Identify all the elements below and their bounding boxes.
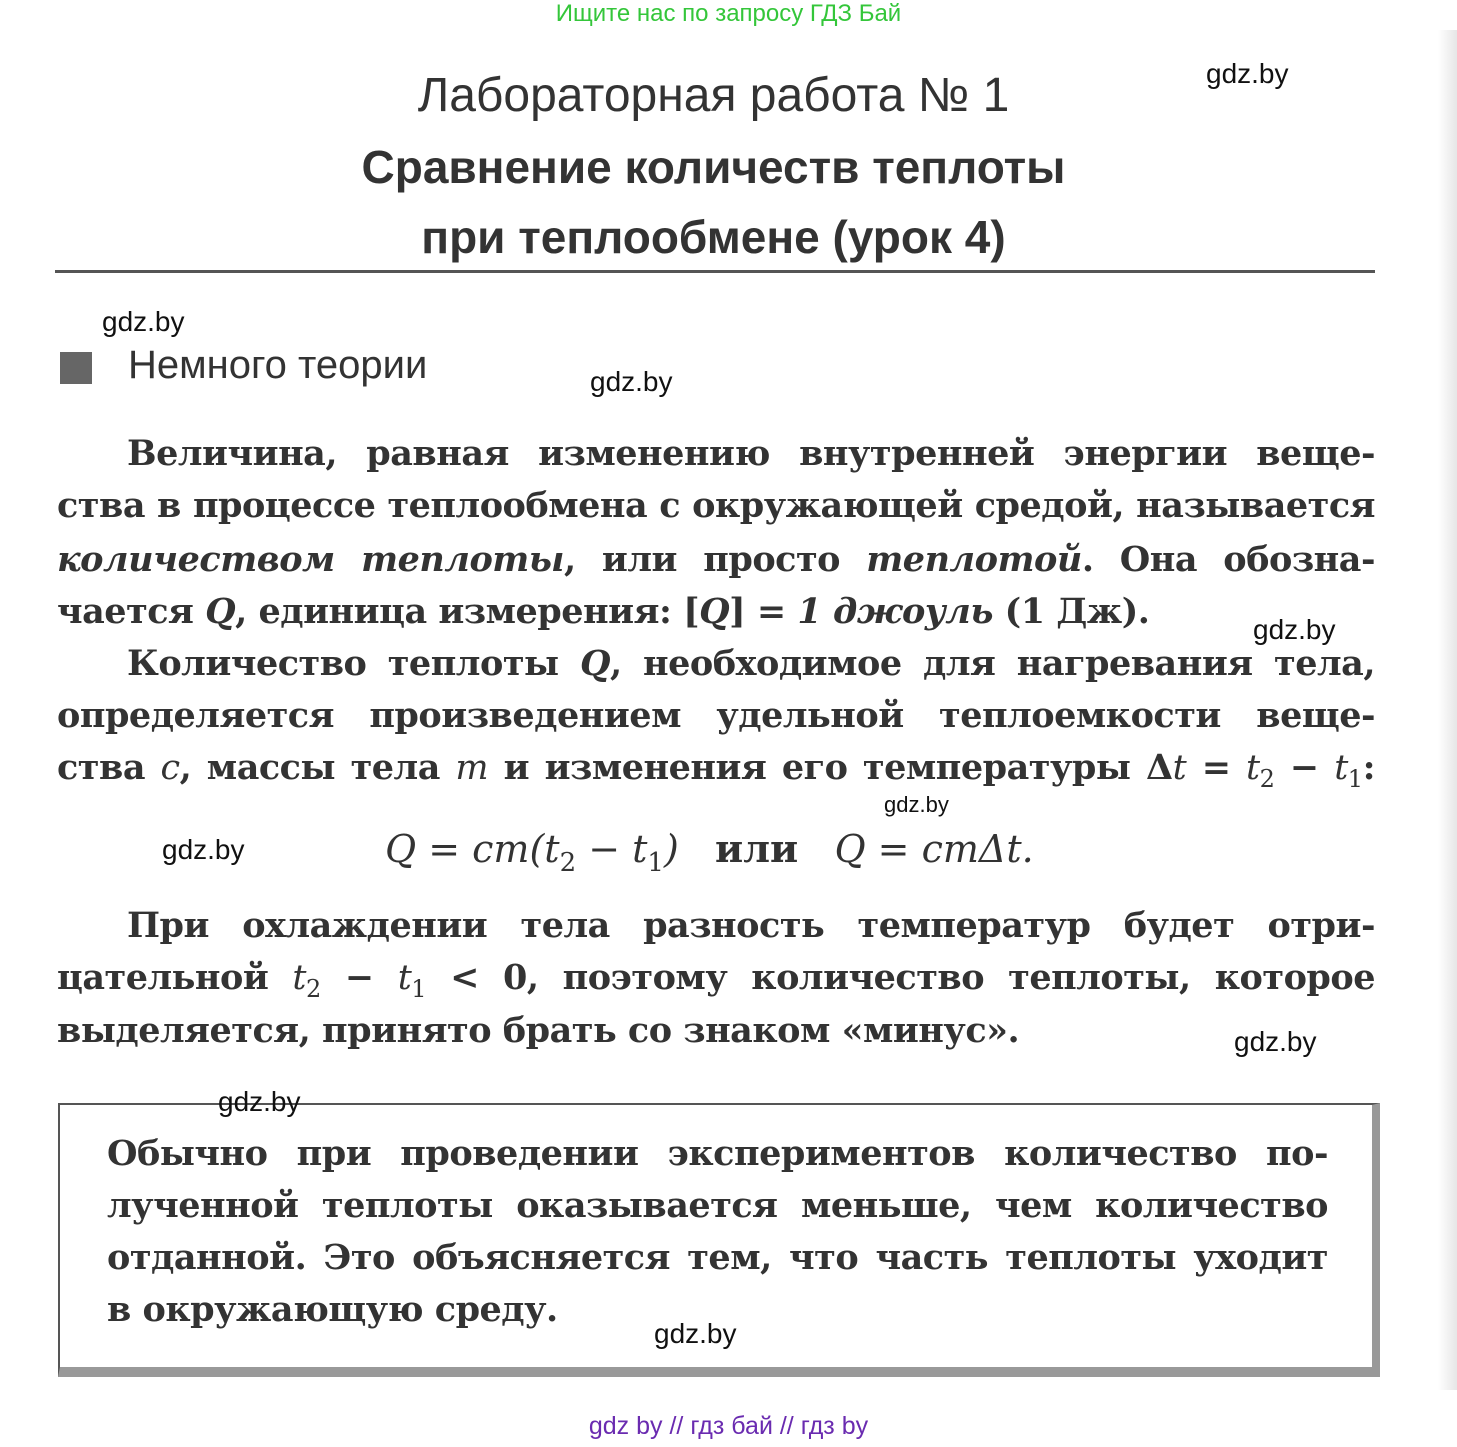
bottom-banner: gdz by // гдз бай // гдз by <box>588 1412 869 1440</box>
text-segment: c <box>160 748 180 788</box>
text-segment: t <box>1246 748 1260 788</box>
text-segment: , единица измерения: [ <box>235 591 700 632</box>
text-segment: t <box>1172 748 1187 788</box>
formula-subscript: 2 <box>559 848 577 878</box>
text-segment: : <box>1362 747 1375 788</box>
emphasized-term: 1 джоуль <box>797 591 993 632</box>
watermark: gdz.by <box>590 366 673 397</box>
text-line <box>57 695 1375 736</box>
text-line <box>57 485 1375 526</box>
text-line <box>57 1010 1375 1051</box>
text-segment: m <box>455 748 489 788</box>
text-segment: 2 <box>305 975 321 1003</box>
watermark: gdz.by <box>654 1318 737 1349</box>
text-segment: При охлаждении тела разность температур будет отри- <box>127 905 1375 946</box>
text-segment: ства <box>57 747 161 788</box>
watermark: gdz.by <box>1253 614 1336 645</box>
text-segment: , массы тела <box>179 747 456 788</box>
text-line <box>107 1237 1328 1278</box>
text-segment: , или просто <box>563 539 867 580</box>
heat-formula <box>385 826 1034 878</box>
text-line <box>57 747 1375 793</box>
text-segment: − <box>1274 747 1335 788</box>
emphasized-term: Q <box>699 591 730 632</box>
text-segment: ства в процессе теплообмена с окружающей средой, называется <box>57 485 1375 526</box>
text-line <box>57 591 1375 632</box>
text-segment: определяется произведением удельной теплоемкости веще- <box>57 695 1375 736</box>
lab-subtitle-line-1: Сравнение количеств теплоты <box>361 141 1066 193</box>
watermark: gdz.by <box>884 792 949 817</box>
text-segment: , необходимое для нагревания тела, <box>609 643 1376 684</box>
top-banner: Ищите нас по запросу ГДЗ Бай <box>555 0 902 27</box>
text-line <box>57 539 1375 580</box>
text-segment: 2 <box>1259 765 1275 793</box>
emphasized-term: количеством теплоты <box>57 539 564 580</box>
text-segment: t <box>292 958 306 998</box>
formula-part: − t <box>576 827 648 871</box>
formula-part: Q = cmΔt. <box>834 827 1034 871</box>
formula-or: или <box>715 826 799 871</box>
text-segment: выделяется, принято брать со знаком «минус». <box>57 1010 1020 1051</box>
text-segment: < 0, поэтому количество теплоты, которое <box>426 957 1376 998</box>
text-segment: чается <box>57 591 206 632</box>
text-line <box>57 957 1375 1003</box>
formula-part: ) <box>663 827 679 871</box>
page-edge-shadow <box>1438 30 1457 1390</box>
text-line <box>57 433 1375 474</box>
text-segment: лученной теплоты оказывается меньше, чем количество <box>107 1185 1328 1226</box>
watermark: gdz.by <box>218 1086 301 1117</box>
text-line <box>107 1133 1328 1174</box>
formula-part: Q = cm(t <box>385 827 560 871</box>
text-segment: и изменения его температуры Δ <box>488 747 1173 788</box>
text-line <box>107 1185 1328 1226</box>
text-segment: (1 Дж). <box>992 591 1150 632</box>
text-segment: t <box>397 958 412 998</box>
text-line <box>57 643 1375 684</box>
watermark: gdz.by <box>102 306 185 337</box>
text-segment: t <box>1334 748 1348 788</box>
formula-subscript: 1 <box>647 848 664 878</box>
lab-subtitle-line-2: при теплообмене (урок 4) <box>421 211 1006 263</box>
emphasized-term: Q <box>205 591 236 632</box>
text-segment: ] = <box>729 591 798 632</box>
text-line <box>57 905 1375 946</box>
section-heading: Немного теории <box>128 343 428 387</box>
watermark: gdz.by <box>1206 58 1289 89</box>
text-segment: отданной. Это объясняется тем, что часть теплоты уходит <box>107 1237 1328 1278</box>
emphasized-term: теплотой <box>866 539 1082 580</box>
text-segment: 1 <box>411 975 427 1003</box>
text-segment: = <box>1186 747 1247 788</box>
section-square-icon <box>60 352 92 384</box>
text-segment: в окружающую среду. <box>107 1289 558 1330</box>
text-segment: . Она обозна- <box>1081 539 1375 580</box>
text-segment: 1 <box>1347 765 1363 793</box>
text-segment: − <box>320 957 398 998</box>
text-segment: Величина, равная изменению внутренней энергии веще- <box>127 433 1375 474</box>
emphasized-term: Q <box>579 643 610 684</box>
text-segment: цательной <box>57 957 293 998</box>
title-divider <box>55 270 1375 273</box>
watermark: gdz.by <box>162 834 245 865</box>
text-segment: Обычно при проведении экспериментов количество по- <box>107 1133 1328 1174</box>
lab-title: Лабораторная работа № 1 <box>417 69 1010 122</box>
text-segment: Количество теплоты <box>127 643 580 684</box>
watermark: gdz.by <box>1234 1026 1317 1057</box>
